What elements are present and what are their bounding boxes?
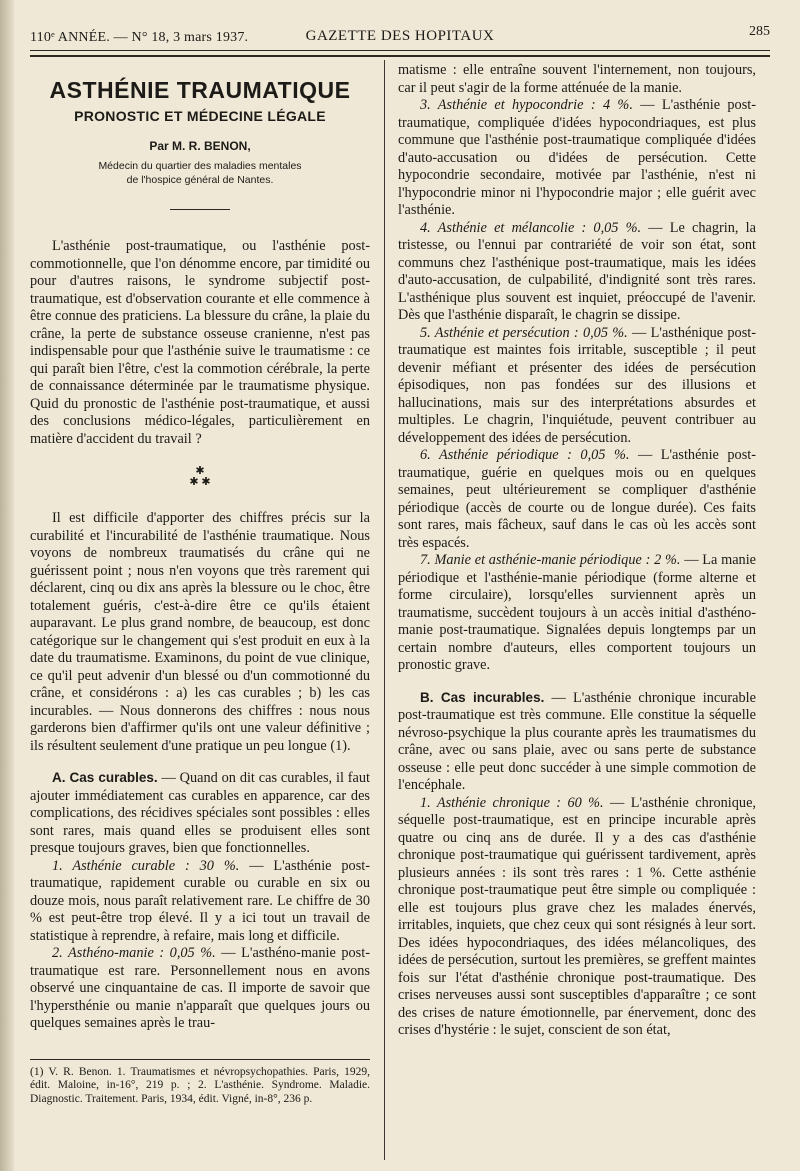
right-column <box>398 62 756 1040</box>
paragraph-curability: Il est difficile d'apporter des chiffres précis sur la curabilité et l'incurabilité de l'asthénie traumatique. Nous voyons de nombreux traumatisés du crâne qui ne guérissent point ; nous n'en voyons que très rarement qui déclarent, cinq ou dix ans après la blessure ou le choc, être totalement guéris, c'est-à-dire être ce qu'ils étaient auparavant. Le plus grand nombre, de beaucoup, est donc catégorique sur le changement qui s'est produit en eux à la date du traumatisme. Examinons, du point de vue clinique, ce qu'il peut advenir d'un blessé ou d'un commotionné du crâne, et considérons : a) les cas curables ; b) les cas incurables. — Nous donnerons des chiffres : nous nous garderons bien d'affirmer qu'ils ont une valeur définitive ; ils résultent seulement d'une pratique un peu longue (1). <box>30 510 370 754</box>
author-affiliation-2: de l'hospice général de Nantes. <box>126 174 274 186</box>
section-b-paragraph <box>398 689 756 795</box>
item-4-text: — Le chagrin, la tristesse, ou l'ennui par contrariété de voir son état, sont communs chez l'asthénique post-traumatique, mais les idées d'auto-accusation, de culpabilité, d'indignité sont très rares. L'asthénique plus souvent est inquiet, préoccupé de l'avenir. Dès que l'asthénie disparaît, le chagrin se dissipe. <box>398 219 757 323</box>
item-5-paragraph <box>398 325 756 448</box>
item-b1-text: — L'asthénie chronique, séquelle post-traumatique, est en principe incurable après quatre ou cinq ans de durée. Il y a des cas d'asthénie chronique post-traumatique qui guérissent tardivement, après plusieurs années : ils sont très rares : 1 %. Cette asthénie chronique post-traumatique peut être simple ou compliquée : elle est toujours plus grave chez les malades énervés, irritables, inquiets, que chez ceux qui sont résignés à leur sort. Des idées hypocondriaques, des idées mélancoliques, des idées de persécution, surtout les premières, se greffent maintes fois sur l'état d'asthénie chronique post-traumatique. Des crises nerveuses aussi sont susceptibles d'apparaître ; ce sont des crises de nature émotionnelle, par énervement, donc des crises d'hystérie : le sujet, conscient de son état, <box>398 794 757 1038</box>
column-divider <box>384 60 385 1160</box>
header-rule <box>30 50 770 51</box>
item-1-paragraph <box>30 858 370 946</box>
item-6-text: — L'asthénie post-traumatique, guérie en quelques mois ou en quelques semaines, peut ultérieurement se compliquer d'asthénie périodique (accès de courte ou de longue durée). Ces faits sont rares, mais fâcheux, sauf dans le cas où les accès sont très espacés. <box>398 447 756 551</box>
author-affiliation-1: Médecin du quartier des maladies mentales <box>98 160 302 172</box>
item-5-text: — L'asthénique post-traumatique est maintes fois irritable, susceptible ; il peut devenir méfiant et présenter des idées de persécution épisodiques, non pas fondées sur des illusions et hallucinations, mais sur des interprétations absurdes et multiples. Le chagrin, l'inquiétude, peuvent contribuer au développement des idées de persécution. <box>398 324 756 446</box>
section-stars: ✱ ✱ ✱ <box>189 465 211 488</box>
item-7-heading: 7. Manie et asthénie-manie périodique : 2 %. <box>420 552 681 568</box>
item-1-heading: 1. Asthénie curable : 30 %. <box>52 857 240 874</box>
header-rule-thick <box>30 55 770 57</box>
item-3-text: — L'asthénie post-traumatique, compliquée d'idées hypocondriaques, est plus commune que l'asthénie post-traumatique compliquée d'idées d'auto-accusation ou d'idées de persécution. Cette hypocondrie secondaire, motivée par l'asthénie, n'est ni l'hypocondrie minor ni l'hypocondrie major ; elle guérit avec l'asthénie. <box>398 97 756 218</box>
item-b1-paragraph <box>398 795 756 1040</box>
item-5-heading: 5. Asthénie et persécution : 0,05 %. <box>420 324 628 341</box>
item-3-heading: 3. Asthénie et hypocondrie : 4 %. <box>420 97 633 113</box>
article-subtitle: PRONOSTIC ET MÉDECINE LÉGALE <box>74 108 326 124</box>
page-number: 285 <box>749 24 770 39</box>
item-b1-heading: 1. Asthénie chronique : 60 %. <box>420 794 604 811</box>
item-4-paragraph <box>398 220 756 325</box>
footnote: (1) V. R. Benon. 1. Traumatismes et névropsychopathies. Paris, 1929, édit. Maloine, in-16°, 219 p. ; 2. L'asthénie. Syndrome. Maladie. Diagnostic. Traitement. Paris, 1934, édit. Vigné, in-8°, 236 p. <box>30 1065 370 1105</box>
section-a-paragraph <box>30 769 370 858</box>
item-1-text: — L'asthénie post-traumatique, rapidement curable ou curable en six ou douze mois, nous paraît relativement rare. Le chiffre de 30 % est peut-être trop élevé. Il y a ici tout un travail de statistique à reprendre, à refaire, mais long et difficile. <box>30 857 370 944</box>
footnote-rule <box>30 1059 370 1060</box>
item-2-text: — L'asthéno-manie post-traumatique est rare. Personnellement nous en avons observé une cinquantaine de cas. Il importe de savoir que l'hypersthénie ou manie n'apparaît que quelques jours ou quelques semaines après le trau- <box>30 945 370 1031</box>
section-a-text: — Quand on dit cas curables, il faut ajouter immédiatement cas curables en apparence, car des complications, des récidives spéciales sont possibles : elles sont rares, mais quand elles se produisent elles sont presque toujours graves, bien que fonctionnelles. <box>30 770 371 856</box>
continuation-paragraph: matisme : elle entraîne souvent l'internement, non toujours, car il peut s'agir de la forme atténuée de la manie. <box>398 62 756 96</box>
page-binding-shadow <box>0 0 14 1171</box>
issue-info: 110ᵉ ANNÉE. — N° 18, 3 mars 1937. <box>30 30 249 45</box>
item-7-paragraph <box>398 552 756 675</box>
item-6-heading: 6. Asthénie périodique : 0,05 %. <box>420 447 630 463</box>
running-header <box>30 24 770 48</box>
intro-paragraph: L'asthénie post-traumatique, ou l'asthénie post-commotionnelle, que l'on dénomme encore, par timidité ou pour d'autres raisons, le syndrome subjectif post-traumatique, est d'observation courante et elle commence à être connue des praticiens. La blessure du crâne, la plaie du crâne, la perte de substance osseuse cranienne, n'est pas indispensable pour que l'asthénie suive le traumatisme : ce qui paraît bien l'être, c'est la commotion cérébrale, la perte de connaissance déterminée par le traumatisme physique. Quid du pronostic de l'asthénie post-traumatique, et aussi des conclusions médico-légales, particulièrement en matière d'accident du travail ? <box>30 238 370 447</box>
item-3-paragraph <box>398 97 756 220</box>
section-b-text: — L'asthénie chronique incurable post-traumatique est très commune. Elle constitue la séquelle névroso-psychique la plus courante après les traumatismes du crâne, avec ou sans plaie, avec ou sans perte de substance osseuse : elle peut donc succéder à une simple commotion de l'encéphale. <box>398 689 756 793</box>
title-separator <box>170 209 230 210</box>
item-7-text: — La manie périodique et l'asthénie-manie périodique (forme alterne et forme circulaire), lorsqu'elles surviennent après un traumatisme, succèdent toujours à un accès initial d'asthéno-manie post-traumatique. Signalées depuis longtemps par un certain nombre d'auteurs, elles comportent toujours un pronostic grave. <box>398 552 757 673</box>
section-b-heading: B. Cas incurables. <box>420 689 545 705</box>
item-2-heading: 2. Asthéno-manie : 0,05 %. <box>52 945 216 961</box>
section-a-heading: A. Cas curables. <box>52 770 158 785</box>
journal-name: GAZETTE DES HOPITAUX <box>305 28 495 44</box>
article-title: ASTHÉNIE TRAUMATIQUE <box>49 77 351 103</box>
item-4-heading: 4. Asthénie et mélancolie : 0,05 %. <box>420 219 642 236</box>
item-6-paragraph <box>398 447 756 552</box>
item-2-paragraph <box>30 945 370 1033</box>
left-column <box>30 62 370 1106</box>
author-byline: Par M. R. BENON, <box>149 138 251 153</box>
